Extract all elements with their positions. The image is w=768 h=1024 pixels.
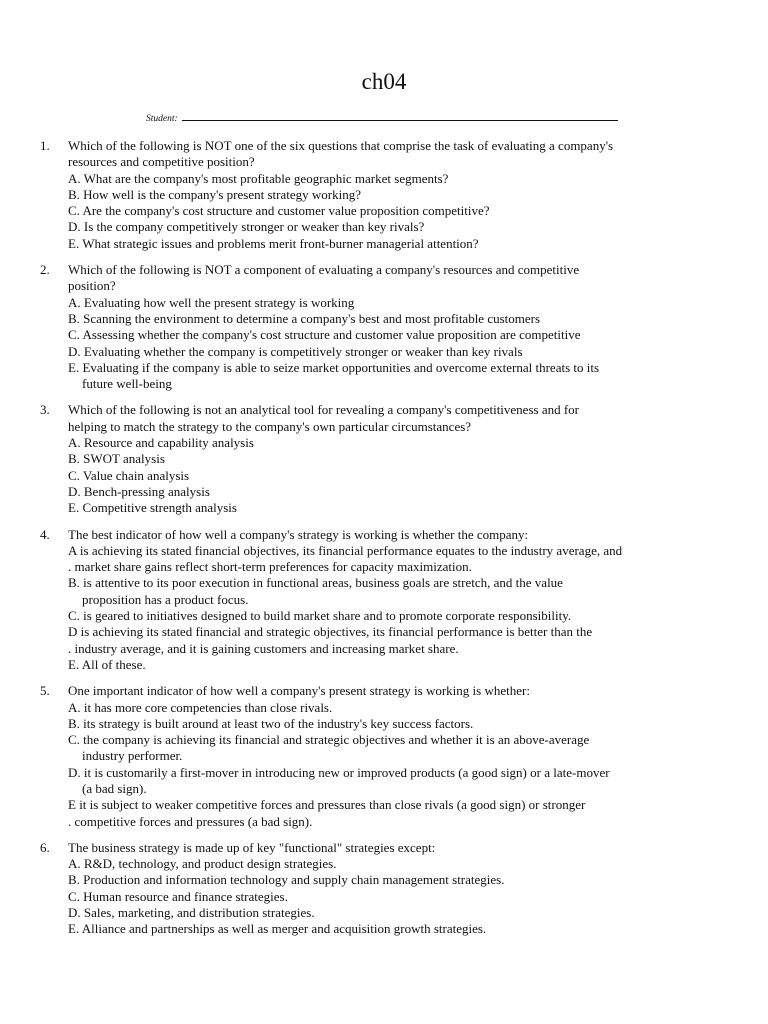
question-number: 2. bbox=[40, 262, 50, 278]
answer-option bbox=[68, 219, 728, 235]
answer-option bbox=[68, 716, 728, 732]
answer-option bbox=[68, 435, 728, 451]
question-list bbox=[0, 138, 768, 948]
answer-option-continuation: future well-being bbox=[82, 376, 172, 392]
answer-option-text: C. is geared to initiatives designed to build market share and to promote corporate responsibility. bbox=[68, 608, 572, 624]
answer-option-text: C. the company is achieving its financial and strategic objectives and whether it is an above-average bbox=[68, 732, 590, 748]
answer-option-text: C. Are the company's cost structure and customer value proposition competitive? bbox=[68, 203, 490, 219]
answer-option-text: E. Evaluating if the company is able to seize market opportunities and overcome external threats to its bbox=[68, 359, 600, 375]
question-text bbox=[68, 262, 728, 295]
answer-option bbox=[68, 344, 728, 360]
answer-option-text: B. Scanning the environment to determine a company's best and most profitable customers bbox=[68, 310, 541, 326]
question-text bbox=[68, 402, 728, 435]
question-number: 3. bbox=[40, 402, 50, 418]
answer-option-text: D. Is the company competitively stronger or weaker than key rivals? bbox=[68, 219, 425, 235]
answer-option-text: D. Evaluating whether the company is competitively stronger or weaker than key rivals bbox=[68, 343, 523, 359]
answer-option bbox=[68, 700, 728, 716]
question-text bbox=[68, 527, 728, 543]
answer-option-text: A. it has more core competencies than close rivals. bbox=[68, 699, 333, 715]
question-item bbox=[0, 527, 768, 674]
answer-option bbox=[68, 543, 728, 576]
answer-option-text: D. Sales, marketing, and distribution strategies. bbox=[68, 905, 315, 921]
answer-option bbox=[68, 187, 728, 203]
student-label: Student: bbox=[146, 114, 178, 124]
answer-option-continuation: proposition has a product focus. bbox=[82, 591, 249, 607]
question-item bbox=[0, 138, 768, 252]
question-text bbox=[68, 138, 728, 171]
question-item bbox=[0, 840, 768, 938]
answer-option-text: D. Bench-pressing analysis bbox=[68, 483, 210, 499]
answer-option-text: E. Competitive strength analysis bbox=[68, 500, 237, 516]
answer-option-text: E it is subject to weaker competitive forces and pressures than close rivals (a good sign) or stronger bbox=[68, 797, 586, 813]
answer-option bbox=[68, 500, 728, 516]
answer-option-text: D is achieving its stated financial and strategic objectives, its financial performance is better than the bbox=[68, 624, 593, 640]
question-number: 1. bbox=[40, 138, 50, 153]
question-text-line: helping to match the strategy to the company's own particular circumstances? bbox=[68, 418, 472, 434]
answer-option-text: A. What are the company's most profitable geographic market segments? bbox=[68, 170, 449, 186]
answer-option bbox=[68, 484, 728, 500]
answer-option-text: D. it is customarily a first-mover in introducing new or improved products (a good sign) or a late-mover bbox=[68, 764, 610, 780]
answer-option-continuation: . industry average, and it is gaining customers and increasing market share. bbox=[68, 640, 459, 656]
answer-option-text: B. How well is the company's present strategy working? bbox=[68, 186, 361, 202]
answer-option bbox=[68, 327, 728, 343]
answer-option bbox=[68, 921, 728, 937]
document-title: ch04 bbox=[361, 69, 407, 94]
question-number: 4. bbox=[40, 526, 50, 542]
answer-option-text: A. Resource and capability analysis bbox=[68, 435, 254, 451]
answer-option bbox=[68, 765, 728, 798]
answer-option-text: E. What strategic issues and problems merit front-burner managerial attention? bbox=[68, 235, 479, 251]
answer-option bbox=[68, 657, 728, 673]
answer-option-text: B. SWOT analysis bbox=[68, 451, 165, 467]
answer-option bbox=[68, 732, 728, 765]
answer-option-text: B. its strategy is built around at least two of the industry's key success factors. bbox=[68, 715, 474, 731]
answer-option bbox=[68, 451, 728, 467]
student-name-line bbox=[182, 110, 618, 121]
answer-option-text: C. Human resource and finance strategies. bbox=[68, 888, 288, 904]
question-text-line: One important indicator of how well a company's present strategy is working is whether: bbox=[68, 683, 530, 699]
question-text-line: The business strategy is made up of key "functional" strategies except: bbox=[68, 839, 436, 855]
answer-option bbox=[68, 889, 728, 905]
answer-option-text: A. R&D, technology, and product design strategies. bbox=[68, 856, 337, 872]
answer-option-text: E. Alliance and partnerships as well as merger and acquisition growth strategies. bbox=[68, 921, 487, 937]
answer-option-continuation: . competitive forces and pressures (a bad sign). bbox=[68, 813, 313, 829]
answer-option bbox=[68, 856, 728, 872]
question-item bbox=[0, 683, 768, 830]
answer-option-text: A. Evaluating how well the present strategy is working bbox=[68, 294, 355, 310]
answer-option bbox=[68, 905, 728, 921]
answer-option bbox=[68, 295, 728, 311]
answer-option bbox=[68, 311, 728, 327]
answer-option bbox=[68, 236, 728, 252]
answer-option bbox=[68, 575, 728, 608]
answer-option-text: E. All of these. bbox=[68, 656, 146, 672]
question-text-line: Which of the following is not an analytical tool for revealing a company's competitiveness and for bbox=[68, 402, 579, 418]
question-text bbox=[68, 840, 728, 856]
answer-option-text: C. Assessing whether the company's cost structure and customer value proposition are competitive bbox=[68, 327, 581, 343]
question-item bbox=[0, 262, 768, 392]
answer-option bbox=[68, 468, 728, 484]
answer-option-text: B. is attentive to its poor execution in functional areas, business goals are stretch, and the value bbox=[68, 575, 563, 591]
answer-option bbox=[68, 872, 728, 888]
question-text-line: Which of the following is NOT one of the six questions that comprise the task of evaluating a company's bbox=[68, 138, 614, 153]
answer-option bbox=[68, 360, 728, 393]
student-name-field bbox=[146, 110, 618, 125]
question-text-line: position? bbox=[68, 278, 116, 294]
question-text-line: resources and competitive position? bbox=[68, 154, 255, 170]
answer-option bbox=[68, 624, 728, 657]
question-number: 5. bbox=[40, 683, 50, 699]
question-item bbox=[0, 402, 768, 516]
answer-option-text: C. Value chain analysis bbox=[68, 467, 190, 483]
answer-option bbox=[68, 797, 728, 830]
answer-option-text: B. Production and information technology and supply chain management strategies. bbox=[68, 872, 505, 888]
question-number: 6. bbox=[40, 839, 50, 855]
answer-option-continuation: . market share gains reflect short-term preferences for capacity maximization. bbox=[68, 559, 472, 575]
answer-option bbox=[68, 171, 728, 187]
answer-option bbox=[68, 203, 728, 219]
question-text-line: The best indicator of how well a company's strategy is working is whether the company: bbox=[68, 526, 529, 542]
answer-option-continuation: industry performer. bbox=[82, 748, 183, 764]
answer-option bbox=[68, 608, 728, 624]
question-text bbox=[68, 683, 728, 699]
question-text-line: Which of the following is NOT a component of evaluating a company's resources and competitive bbox=[68, 262, 580, 278]
answer-option-text: A is achieving its stated financial objectives, its financial performance equates to the industry average, and bbox=[68, 542, 623, 558]
answer-option-continuation: (a bad sign). bbox=[82, 780, 147, 796]
